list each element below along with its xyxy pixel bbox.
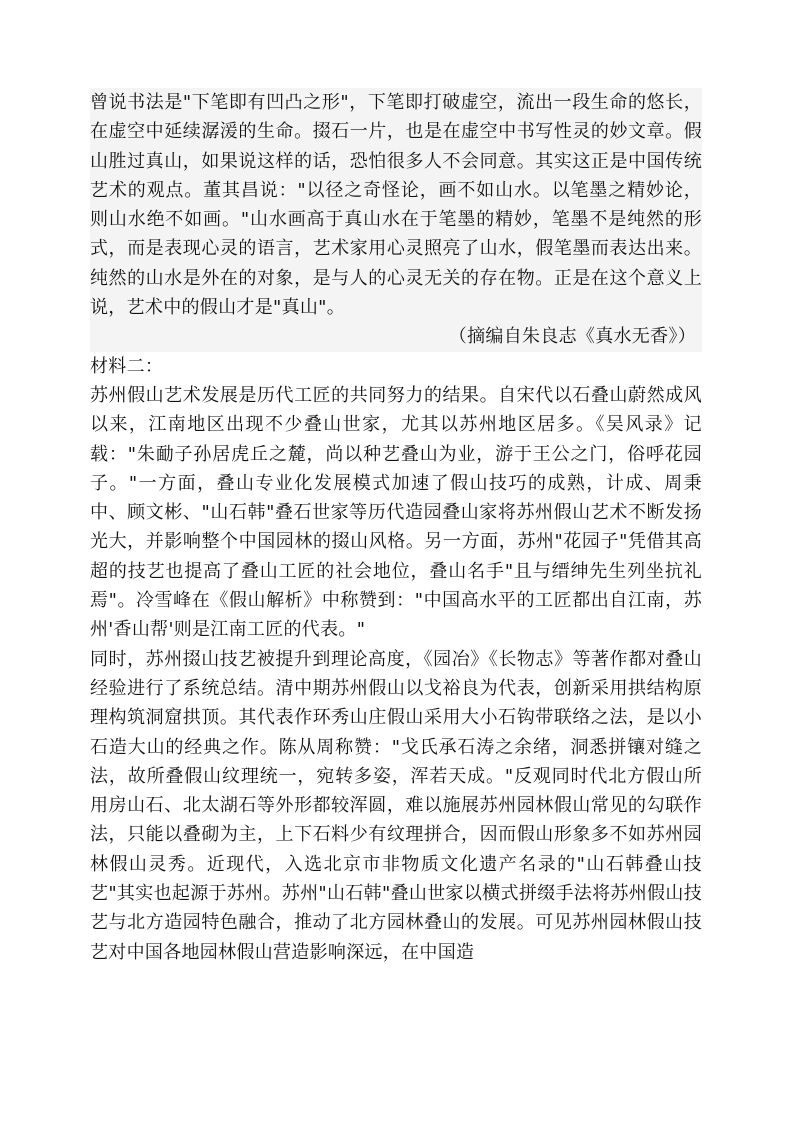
material-2-heading: 材料二： — [90, 355, 164, 377]
document-page — [90, 88, 702, 967]
paragraph-1: 曾说书法是"下笔即有凹凸之形"，下笔即打破虚空，流出一段生命的悠长，在虚空中延续潺湲的生命。掇石一片，也是在虚空中书写性灵的妙文章。假山胜过真山，如果说这样的话，恐怕很多人不会同意。其实这正是中国传统艺术的观点。董其昌说："以径之奇怪论，画不如山水。以笔墨之精妙论，则山水绝不如画。"山水画高于真山水在于笔墨的精妙，笔墨不是纯然的形式，而是表现心灵的语言，艺术家用心灵照亮了山水，假笔墨而表达出来。纯然的山水是外在的对象，是与人的心灵无关的存在物。正是在这个意义上说，艺术中的假山才是"真山"。 — [90, 88, 702, 322]
paragraph-2: 苏州假山艺术发展是历代工匠的共同努力的结果。自宋代以石叠山蔚然成风以来，江南地区出现不少叠山世家，尤其以苏州地区居多。《吴风录》记载："朱勔子孙居虎丘之麓，尚以种艺叠山为业，游于王公之门，俗呼花园子。"一方面，叠山专业化发展模式加速了假山技巧的成熟，计成、周秉中、顾文彬、"山石韩"叠石世家等历代造园叠山家将苏州假山艺术不断发扬光大，并影响整个中国园林的掇山风格。另一方面，苏州"花园子"凭借其高超的技艺也提高了叠山工匠的社会地位，叠山名手"且与缙绅先生列坐抗礼焉"。冷雪峰在《假山解析》中称赞到："中国高水平的工匠都出自江南，苏州'香山帮'则是江南工匠的代表。" — [90, 384, 702, 641]
paragraph-3: 同时，苏州掇山技艺被提升到理论高度，《园冶》《长物志》等著作都对叠山经验进行了系统总结。清中期苏州假山以戈裕良为代表，创新采用拱结构原理构筑洞窟拱顶。其代表作环秀山庄假山采用大小石钩带联络之法，是以小石造大山的经典之作。陈从周称赞："戈氏承石涛之余绪，洞悉拼镶对缝之法，故所叠假山纹理统一，宛转多姿，浑若天成。"反观同时代北方假山所用房山石、北太湖石等外形都较浑圆，难以施展苏州园林假山常见的勾联作法，只能以叠砌为主，上下石料少有纹理拼合，因而假山形象多不如苏州园林假山灵秀。近现代，入选北京市非物质文化遗产名录的"山石韩叠山技艺"其实也起源于苏州。苏州"山石韩"叠山世家以横式拼缀手法将苏州假山技艺与北方造园特色融合，推动了北方园林叠山的发展。可见苏州园林假山技艺对中国各地园林假山营造影响深远，在中国造 — [90, 648, 702, 963]
source-citation: （摘编自朱良志《真水无香》） — [90, 322, 702, 351]
